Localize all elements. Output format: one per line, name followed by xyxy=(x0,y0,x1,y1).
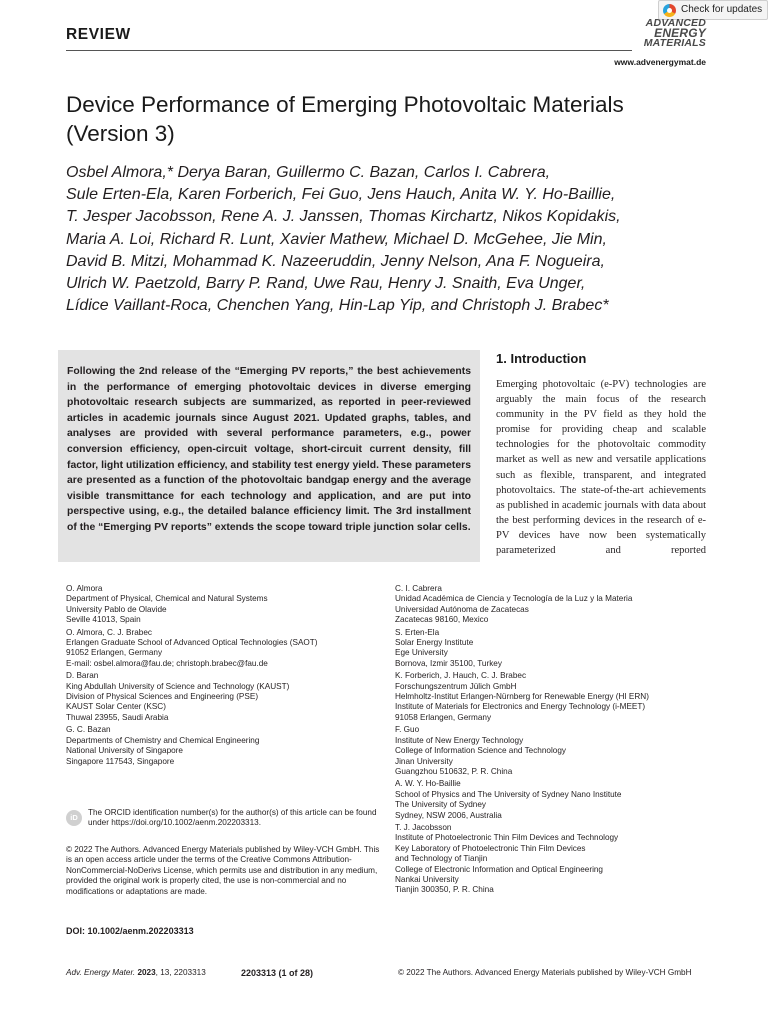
affiliation-line: Guangzhou 510632, P. R. China xyxy=(395,766,513,776)
affiliation-line: Ege University xyxy=(395,648,448,658)
affiliation-line: S. Erten-Ela xyxy=(395,627,440,637)
affiliation-line: Erlangen Graduate School of Advanced Optical Technologies (SAOT) xyxy=(66,638,318,648)
affiliation-line: O. Almora, C. J. Brabec xyxy=(66,627,152,637)
author-line: T. Jesper Jacobsson, Rene A. J. Janssen, Thomas Kirchartz, Nikos Kopidakis, xyxy=(66,208,621,226)
affiliations-left xyxy=(66,584,378,769)
check-for-updates-label: Check for updates xyxy=(681,4,763,15)
affiliation-line: 91052 Erlangen, Germany xyxy=(66,648,163,658)
affiliation-line: Departments of Chemistry and Chemical Engineering xyxy=(66,735,260,745)
crossmark-icon xyxy=(663,4,676,17)
affiliation-line: Institute of Materials for Electronics and Energy Technology (i-MEET) xyxy=(395,702,646,712)
affiliation-line: Nankai University xyxy=(395,874,459,884)
author-line: Lídice Vaillant-Roca, Chenchen Yang, Hin-Lap Yip, and Christoph J. Brabec* xyxy=(66,297,609,315)
affiliation-line: 91058 Erlangen, Germany xyxy=(395,712,492,722)
author-line: Ulrich W. Paetzold, Barry P. Rand, Uwe Rau, Henry J. Snaith, Eva Unger, xyxy=(66,275,586,293)
affiliation-line: The University of Sydney xyxy=(395,800,487,810)
affiliation-line: Institute of New Energy Technology xyxy=(395,735,524,745)
affiliation-line: College of Information Science and Technology xyxy=(395,746,566,756)
journal-url[interactable]: www.advenergymat.de xyxy=(614,57,706,67)
affiliation-line: KAUST Solar Center (KSC) xyxy=(66,702,166,712)
affiliation-line: Tianjin 300350, P. R. China xyxy=(395,885,494,895)
affiliation-block xyxy=(66,671,378,723)
orcid-text[interactable]: The ORCID identification number(s) for the author(s) of this article can be found under https://doi.org/10.1002/aenm.202203313. xyxy=(88,808,377,828)
doi-link[interactable]: DOI: 10.1002/aenm.202203313 xyxy=(66,926,194,936)
affiliation-line: K. Forberich, J. Hauch, C. J. Brabec xyxy=(395,671,527,681)
footer-journal: Adv. Energy Mater. xyxy=(66,968,136,977)
affiliation-line: Unidad Académica de Ciencia y Tecnología de la Luz y la Materia xyxy=(395,594,633,604)
affiliations-right xyxy=(395,584,715,898)
affiliation-line: School of Physics and The University of Sydney Nano Institute xyxy=(395,789,622,799)
header-rule xyxy=(66,50,632,51)
affiliation-block xyxy=(66,628,378,670)
intro-body: Emerging photovoltaic (e-PV) technologies are arguably the main focus of the research community in the PV field as they hold the promise for providing cheap and scalable technologies for the photovoltaic commodity market as well as new and versatile applications such as flexible, transparent, and integrated photovoltaics. The state-of-the-art achievements as published in academic journals with data about the best performing devices in the research of e-PV devices have now been systematically parameterized and reported xyxy=(496,379,706,557)
affiliation-line: College of Electronic Information and Optical Engineering xyxy=(395,864,603,874)
affiliation-line: Singapore 117543, Singapore xyxy=(66,756,175,766)
logo-line: ADVANCED xyxy=(645,17,706,29)
author-line: Osbel Almora,* Derya Baran, Guillermo C. Bazan, Carlos I. Cabrera, xyxy=(66,164,551,181)
affiliation-line: Bornova, Izmir 35100, Turkey xyxy=(395,658,502,668)
affiliation-line: A. W. Y. Ho-Baillie xyxy=(395,779,461,789)
affiliation-line: Division of Physical Sciences and Engineering (PSE) xyxy=(66,692,259,702)
author-line: David B. Mitzi, Mohammad K. Nazeeruddin, Jenny Nelson, Ana F. Nogueira, xyxy=(66,252,605,270)
footer-volume: , 13, 2203313 xyxy=(155,968,206,977)
affiliation-line: and Technology of Tianjin xyxy=(395,854,488,864)
logo-line: MATERIALS xyxy=(643,37,706,49)
affiliation-block xyxy=(395,584,715,626)
footer-year: 2023 xyxy=(137,968,156,977)
author-list xyxy=(66,162,706,317)
affiliation-line: Forschungszentrum Jülich GmbH xyxy=(395,681,517,691)
affiliation-block xyxy=(395,823,715,896)
footer-copyright: © 2022 The Authors. Advanced Energy Materials published by Wiley-VCH GmbH xyxy=(398,968,692,977)
footer-citation xyxy=(66,968,206,977)
abstract-box xyxy=(58,350,480,562)
intro-heading: 1. Introduction xyxy=(496,351,587,366)
footer-page: 2203313 (1 of 28) xyxy=(241,968,314,978)
affiliation-line: Thuwal 23955, Saudi Arabia xyxy=(66,712,169,722)
logo-line: ENERGY xyxy=(654,26,706,40)
affiliation-line: T. J. Jacobsson xyxy=(395,822,452,832)
affiliation-line: King Abdullah University of Science and Technology (KAUST) xyxy=(66,681,290,691)
orcid-icon: iD xyxy=(66,810,82,826)
affiliation-block xyxy=(395,779,715,821)
affiliation-line: Sydney, NSW 2006, Australia xyxy=(395,810,502,820)
abstract-text: Following the 2nd release of the “Emerging PV reports,” the best achievements in the performance of emerging photovoltaic devices in diverse emerging photovoltaic research subjects are summarized, as reported in peer-reviewed articles in academic journals since August 2021. Updated graphs, tables, and analyses are provided with several performance parameters, e.g., power conversion efficiency, open-circuit voltage, short-circuit current density, fill factor, light utilization efficiency, and stability test energy yield. These parameters are presented as a function of the photovoltaic bandgap energy and the average visible transmittance for each technology and application, and are put into perspective using, e.g., the detailed balance efficiency limit. The 3rd installment of the “Emerging PV reports” extends the scope toward triple junction solar cells. xyxy=(67,366,471,533)
affiliation-line: Seville 41013, Spain xyxy=(66,615,141,625)
journal-logo xyxy=(632,18,706,48)
affiliation-line: Jinan University xyxy=(395,756,453,766)
affiliation-block xyxy=(66,725,378,767)
affiliation-line: D. Baran xyxy=(66,671,99,681)
affiliation-line: Institute of Photoelectronic Thin Film Devices and Technology xyxy=(395,833,619,843)
affiliation-line: O. Almora xyxy=(66,584,103,593)
affiliation-line: Department of Physical, Chemical and Natural Systems xyxy=(66,594,268,604)
affiliation-line: F. Guo xyxy=(395,725,420,735)
affiliation-line: Zacatecas 98160, Mexico xyxy=(395,615,489,625)
license-text: © 2022 The Authors. Advanced Energy Materials published by Wiley-VCH GmbH. This is an open access article under the terms of the Creative Commons Attribution-NonCommercial-NoDerivs License, which permits use and distribution in any medium, provided the original work is properly cited, the use is non-commercial and no modifications or adaptations are made. xyxy=(66,845,380,896)
affiliation-block xyxy=(395,725,715,777)
affiliation-line: Universidad Autónoma de Zacatecas xyxy=(395,604,529,614)
affiliation-block xyxy=(395,671,715,723)
affiliation-line: Solar Energy Institute xyxy=(395,638,474,648)
affiliation-line: Helmholtz-Institut Erlangen-Nürnberg for Renewable Energy (HI ERN) xyxy=(395,692,649,702)
author-line: Maria A. Loi, Richard R. Lunt, Xavier Mathew, Michael D. McGehee, Jie Min, xyxy=(66,230,607,248)
affiliation-line: University Pablo de Olavide xyxy=(66,604,167,614)
affiliation-block xyxy=(395,628,715,670)
affiliation-line: C. I. Cabrera xyxy=(395,584,442,593)
affiliation-line: National University of Singapore xyxy=(66,746,183,756)
orcid-note xyxy=(66,808,382,829)
article-title: Device Performance of Emerging Photovoltaic Materials (Version 3) xyxy=(66,92,624,146)
author-line: Sule Erten-Ela, Karen Forberich, Fei Guo, Jens Hauch, Anita W. Y. Ho-Baillie, xyxy=(66,186,616,204)
affiliation-line: G. C. Bazan xyxy=(66,725,111,735)
affiliation-line: Key Laboratory of Photoelectronic Thin Film Devices xyxy=(395,843,586,853)
section-label: REVIEW xyxy=(66,26,131,43)
email-line[interactable]: E-mail: osbel.almora@fau.de; christoph.brabec@fau.de xyxy=(66,658,268,668)
affiliation-block xyxy=(66,584,378,626)
